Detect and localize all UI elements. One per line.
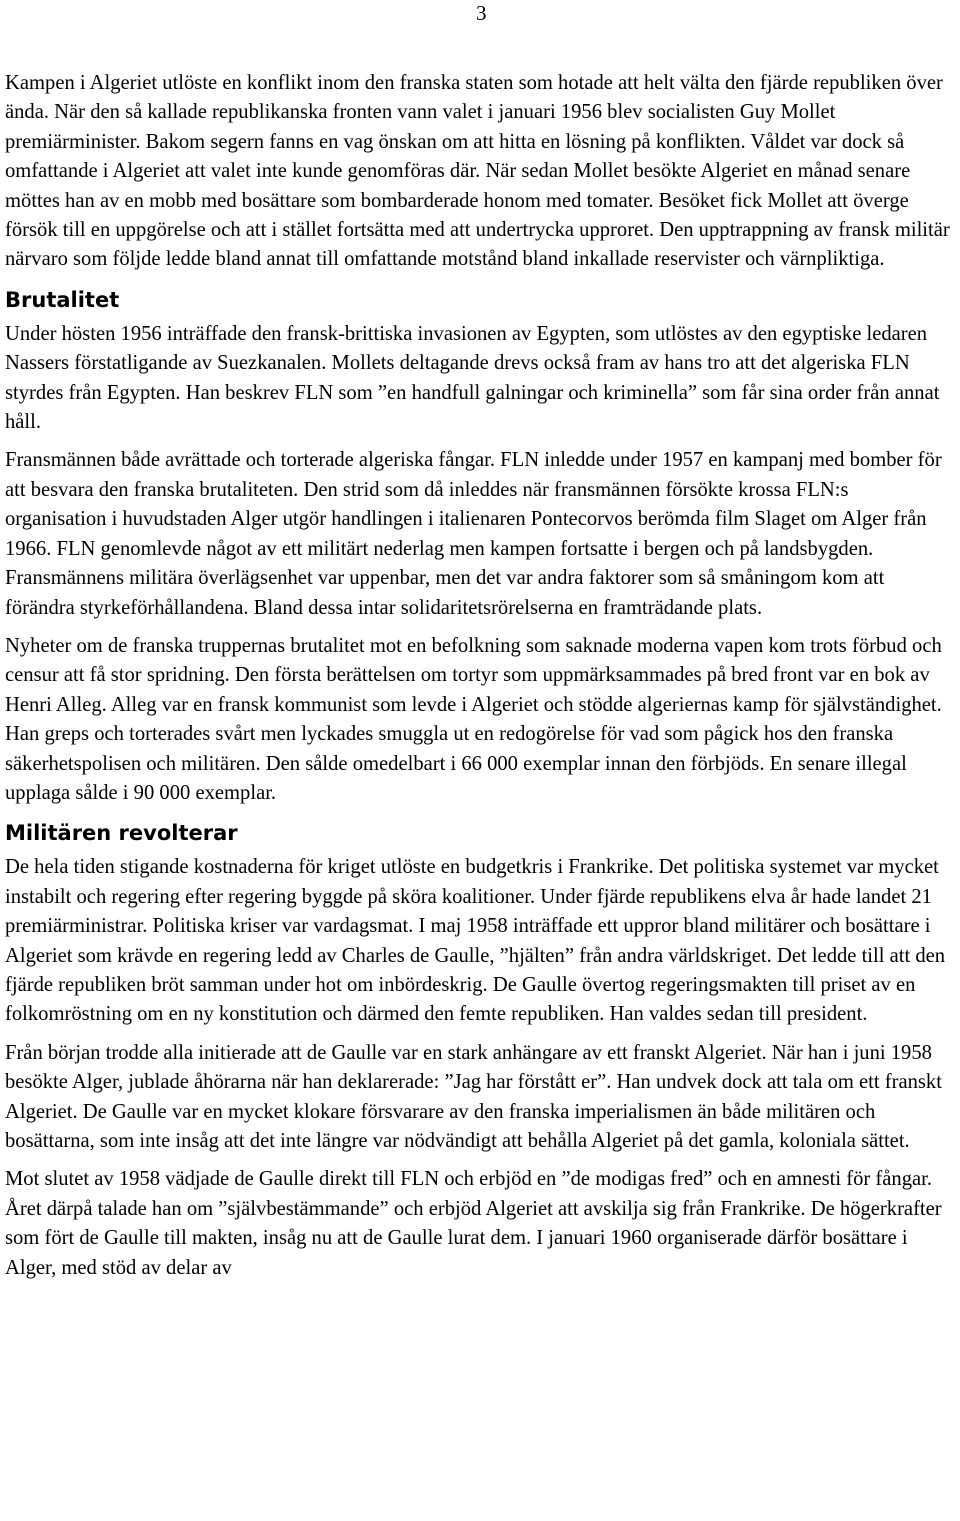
section-heading-militaren-revolterar: Militären revolterar: [5, 821, 238, 846]
paragraph: Från början trodde alla initierade att de Gaulle var en stark anhängare av ett franskt Algeriet. När han i juni 1958 besökte Alger, jublade åhörarna när han deklarerade: ”Jag har förstått er”. Han undvek dock att tala om ett franskt Algeriet. De Gaulle var en mycket klokare försvarare av den franska imperialismen än både militären och bosättarna, som inte insåg att det inte längre var nödvändigt att behålla Algeriet på det gamla, koloniala sättet.: [5, 1041, 942, 1152]
document-body: [5, 69, 955, 1283]
paragraph: De hela tiden stigande kostnaderna för kriget utlöste en budgetkris i Frankrike. Det politiska systemet var mycket instabilt och regering efter regering byggde på sköra koalitioner. Under fjärde republikens elva år hade landet 21 premiärministrar. Politiska kriser var vardagsmat. I maj 1958 inträffade ett uppror bland militärer och bosättare i Algeriet som krävde en regering ledd av Charles de Gaulle, ”hjälten” från andra världskriget. Det ledde till att den fjärde republiken bröt samman under hot om inbördeskrig. De Gaulle övertog regeringsmakten till priset av en folkomröstning om en ny konstitution och därmed den femte republiken. Han valdes sedan till president.: [5, 856, 946, 1026]
section-heading-brutalitet: Brutalitet: [5, 287, 120, 312]
page-number: 3: [476, 1, 487, 25]
paragraph: Mot slutet av 1958 vädjade de Gaulle direkt till FLN och erbjöd en ”de modigas fred” och en amnesti för fångar. Året därpå talade han om ”självbestämmande” och erbjöd Algeriet att avskilja sig från Frankrike. De högerkrafter som fört de Gaulle till makten, insåg nu att de Gaulle lurat dem. I januari 1960 organiserade därför bosättare i Alger, med stöd av delar av: [5, 1168, 942, 1279]
paragraph: Kampen i Algeriet utlöste en konflikt inom den franska staten som hotade att helt välta den fjärde republiken över ända. När den så kallade republikanska fronten vann valet i januari 1956 blev socialisten Guy Mollet premiärminister. Bakom segern fanns en vag önskan om att hitta en lösning på konflikten. Våldet var dock så omfattande i Algeriet att valet inte kunde genomföras där. När sedan Mollet besökte Algeriet en månad senare möttes han av en mobb med bosättare som bombarderade honom med tomater. Besöket fick Mollet att överge försök till en uppgörelse och att i stället fortsätta med att undertrycka upproret. Den upptrappning av fransk militär närvaro som följde ledde bland annat till omfattande motstånd bland inkallade reservister och värnpliktiga.: [5, 72, 950, 271]
paragraph: Fransmännen både avrättade och torterade algeriska fångar. FLN inledde under 1957 en kampanj med bomber för att besvara den franska brutaliteten. Den strid som då inleddes när fransmännen försökte krossa FLN:s organisation i huvudstaden Alger utgör handlingen i italienaren Pontecorvos berömda film Slaget om Alger från 1966. FLN genomlevde något av ett militärt nederlag men kampen fortsatte i bergen och på landsbygden. Fransmännens militära överlägsenhet var uppenbar, men det var andra faktorer som så småningom kom att förändra styrkeförhållandena. Bland dessa intar solidaritetsrörelserna en framträdande plats.: [5, 449, 942, 619]
paragraph: Under hösten 1956 inträffade den fransk-brittiska invasionen av Egypten, som utlöstes av den egyptiske ledaren Nassers förstatligande av Suezkanalen. Mollets deltagande drevs också fram av hans tro att det algeriska FLN styrdes från Egypten. Han beskrev FLN som ”en handfull galningar och kriminella” som får sina order från annat håll.: [5, 322, 940, 434]
paragraph: Nyheter om de franska truppernas brutalitet mot en befolkning som saknade moderna vapen kom trots förbud och censur att få stor spridning. Den första berättelsen om tortyr som uppmärksammades på bred front var en bok av Henri Alleg. Alleg var en fransk kommunist som levde i Algeriet och stödde algeriernas kamp för självständighet. Han greps och torterades svårt men lyckades smuggla ut en redogörelse för vad som pågick hos den franska säkerhetspolisen och militären. Den sålde omedelbart i 66 000 exemplar innan den förbjöds. En senare illegal upplaga sålde i 90 000 exemplar.: [5, 634, 942, 804]
